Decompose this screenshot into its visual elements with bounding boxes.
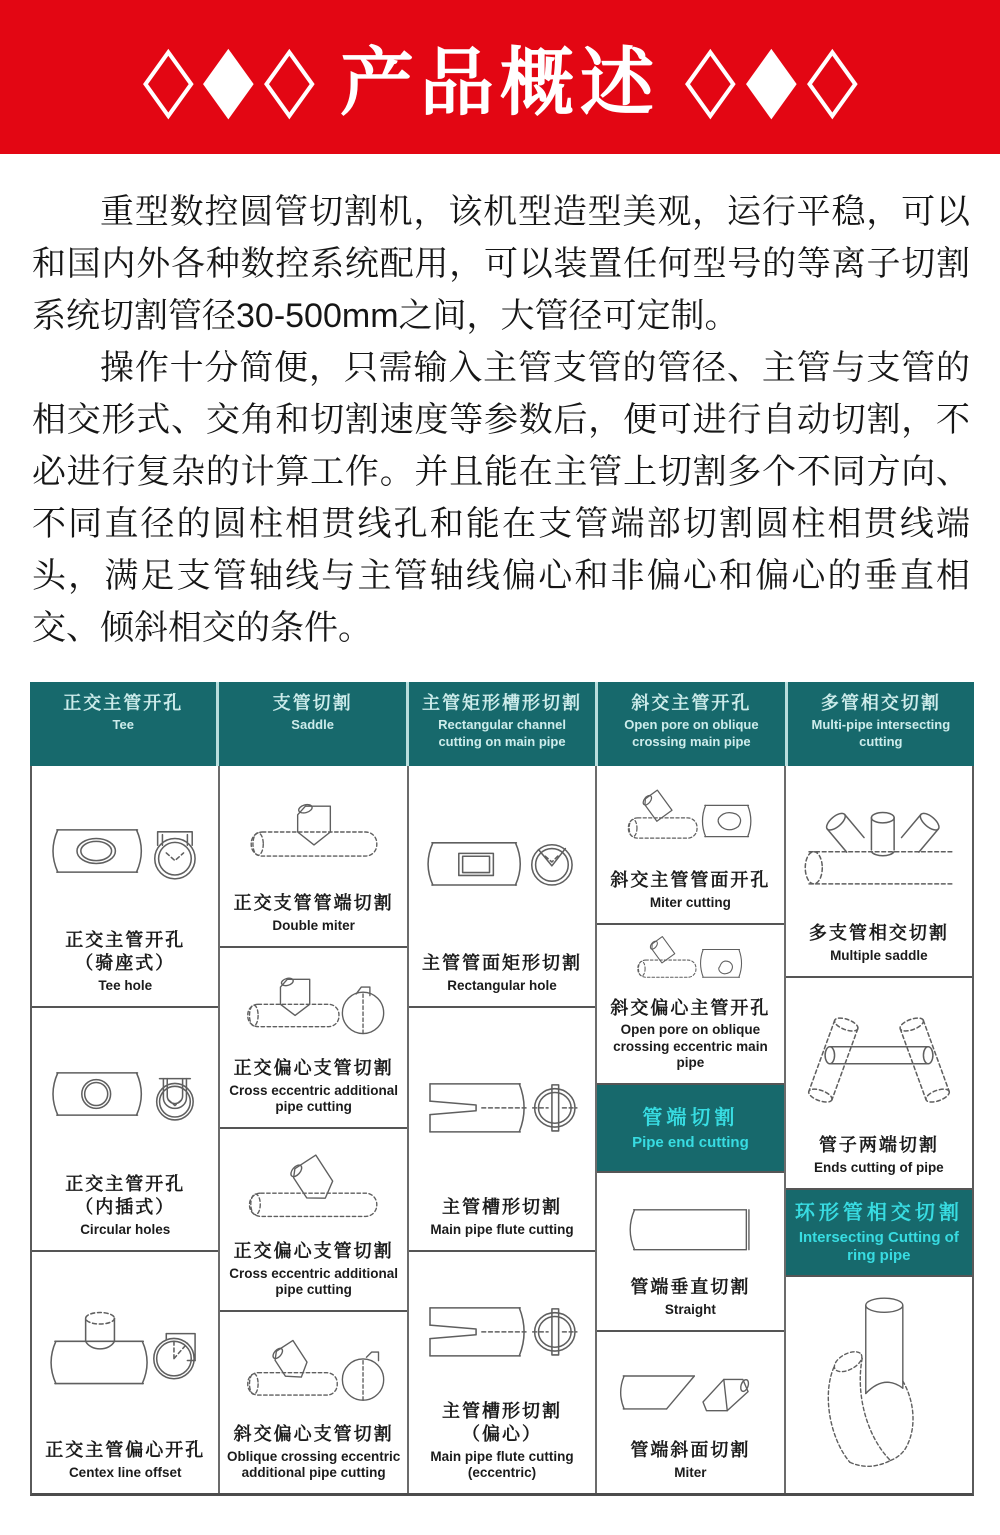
ring-intersect-diagram — [791, 1283, 967, 1481]
table-column — [218, 766, 406, 1493]
table-cell — [32, 1252, 218, 1493]
table-cell — [220, 766, 406, 948]
table-band — [597, 1085, 783, 1173]
cell-label-zh: 管子两端切割 — [818, 1135, 939, 1156]
cutting-types-table — [30, 682, 974, 1496]
page-title: 产品概述 — [340, 41, 660, 124]
header-label-en: Rectangular channel cutting on main pipe — [438, 717, 566, 750]
flute-cut-diagram — [414, 1014, 590, 1196]
table-cell — [786, 978, 972, 1190]
table-column — [407, 766, 595, 1493]
cell-label-en: Centex line offset — [68, 1464, 182, 1480]
cell-label-zh: 正交支管管端切割 — [233, 893, 394, 914]
cell-label-en: Intersecting Cutting of ring pipe — [798, 1229, 959, 1264]
tee-offset-diagram — [37, 1258, 213, 1439]
intro-paragraph: 重型数控圆管切割机，该机型造型美观，运行平稳，可以和国内外各种数控系统配用，可以装置任何型号的等离子切割系统切割管径30-500mm之间，大管径可定制。 — [32, 193, 970, 335]
tee-saddle-diagram — [37, 772, 213, 929]
cell-label-zh: 环形管相交切割 — [794, 1202, 963, 1224]
table-header-cell — [406, 682, 595, 766]
cell-label-zh: 正交偏心支管切割 — [233, 1058, 394, 1079]
header-label-zh: 正交主管开孔 — [63, 693, 184, 713]
straight-cut-diagram — [602, 1179, 778, 1276]
table-header-cell — [216, 682, 405, 766]
cell-label-en: Open pore on oblique crossing eccentric main pipe — [613, 1022, 768, 1070]
cell-label-zh: 管端切割 — [642, 1106, 739, 1129]
tee-insert-diagram — [37, 1014, 213, 1173]
table-header-cell — [785, 682, 974, 766]
diamond-outline-icon: ◇ — [684, 26, 736, 128]
oblique-branch-circle-diagram — [225, 1318, 401, 1423]
cell-label-en: Multiple saddle — [830, 947, 928, 963]
table-cell — [597, 925, 783, 1085]
header-label-en: Multi-pipe intersecting cutting — [811, 717, 951, 750]
diamond-outline-icon: ◇ — [142, 26, 194, 128]
diamond-filled-icon: ◆ — [203, 26, 255, 128]
cell-label-zh: 主管槽形切割 — [442, 1197, 563, 1218]
cell-label-zh: 主管管面矩形切割 — [422, 953, 583, 974]
table-cell — [786, 1277, 972, 1493]
header-label-zh: 支管切割 — [272, 693, 353, 713]
table-column — [784, 766, 972, 1493]
cell-label-zh: 斜交偏心主管开孔 — [610, 998, 771, 1019]
table-cell — [409, 1008, 595, 1252]
header-label-en: Tee — [112, 717, 134, 733]
header-label-zh: 多管相交切割 — [820, 693, 941, 713]
header-label-en: Saddle — [291, 717, 334, 733]
table-cell — [597, 766, 783, 925]
cell-label-zh: 斜交主管管面开孔 — [610, 870, 771, 891]
cell-label-zh: 正交主管开孔 — [65, 930, 186, 951]
cross-eccentric-circle-diagram — [225, 954, 401, 1057]
cell-label-zh2: （骑座式） — [75, 953, 176, 974]
cell-label-zh: 管端垂直切割 — [630, 1277, 751, 1298]
table-cell — [597, 1173, 783, 1332]
cell-label-zh: 管端斜面切割 — [630, 1440, 751, 1461]
cell-label-zh: 正交主管开孔 — [65, 1174, 186, 1195]
cell-label-zh2: （内插式） — [75, 1197, 176, 1218]
cell-label-en: Main pipe flute cutting — [430, 1221, 574, 1237]
cell-label-en: Miter — [674, 1464, 707, 1480]
table-cell — [32, 1008, 218, 1252]
cell-label-en: Rectangular hole — [447, 977, 557, 993]
table-header-row — [30, 682, 974, 766]
table-cell — [409, 766, 595, 1008]
diamond-outline-icon: ◇ — [264, 26, 316, 128]
header-label-en: Open pore on oblique crossing main pipe — [624, 717, 759, 750]
table-header-cell — [30, 682, 216, 766]
cell-label-en: Cross eccentric additional pipe cutting — [229, 1265, 399, 1297]
branch-end-cut-diagram — [225, 772, 401, 892]
product-overview-banner — [0, 0, 1000, 154]
cell-label-zh: 正交主管偏心开孔 — [45, 1440, 206, 1461]
table-cell — [597, 1332, 783, 1493]
cell-label-en: Ends cutting of pipe — [813, 1159, 944, 1175]
table-column — [32, 766, 218, 1493]
oblique-eccentric-hole-diagram — [602, 931, 778, 997]
table-cell — [786, 766, 972, 978]
diamond-outline-icon: ◇ — [806, 26, 858, 128]
table-cell — [220, 1129, 406, 1312]
cell-label-zh: 斜交偏心支管切割 — [233, 1424, 394, 1445]
intro-paragraph: 操作十分简便，只需输入主管支管的管径、主管与支管的相交形式、交角和切割速度等参数后，便可进行自动切割，不必进行复杂的计算工作。并且能在主管上切割多个不同方向、不同直径的圆柱相贯线孔和能在支管端部切割圆柱相贯线端头，满足支管轴线与主管轴线偏心和非偏心和偏心的垂直相交、倾斜相交的条件。 — [32, 349, 970, 647]
diamond-filled-icon: ◆ — [745, 26, 797, 128]
multi-saddle-diagram — [791, 772, 967, 922]
cell-label-zh2: （偏心） — [462, 1424, 543, 1445]
intro-section — [32, 186, 970, 654]
ends-cut-diagram — [791, 984, 967, 1134]
table-cell — [32, 766, 218, 1008]
oblique-branch-diagram — [225, 1135, 401, 1240]
cell-label-en: Double miter — [272, 917, 355, 933]
rect-hole-diagram — [414, 772, 590, 952]
cell-label-zh: 正交偏心支管切割 — [233, 1241, 394, 1262]
cell-label-en: Cross eccentric additional pipe cutting — [229, 1082, 399, 1114]
cell-label-en: Pipe end cutting — [632, 1133, 749, 1151]
header-label-zh: 斜交主管开孔 — [631, 693, 752, 713]
table-body — [30, 766, 974, 1496]
cell-label-en: Main pipe flute cutting (eccentric) — [430, 1448, 574, 1480]
oblique-hole-diagram — [602, 772, 778, 869]
table-column — [595, 766, 783, 1493]
flute-cut-diagram — [414, 1258, 590, 1400]
cell-label-zh: 多支管相交切割 — [808, 923, 949, 944]
table-header-cell — [595, 682, 784, 766]
cell-label-zh: 主管槽形切割 — [442, 1400, 563, 1421]
cell-label-en: Oblique crossing eccentric additional pipe cutting — [226, 1448, 401, 1480]
miter-cut-diagram — [602, 1338, 778, 1439]
cell-label-en: Straight — [664, 1301, 716, 1317]
table-cell — [220, 1312, 406, 1493]
table-band — [786, 1190, 972, 1277]
table-cell — [220, 948, 406, 1129]
cell-label-en: Miter cutting — [649, 894, 731, 910]
cell-label-en: Circular holes — [80, 1221, 171, 1237]
table-cell — [409, 1252, 595, 1493]
header-label-zh: 主管矩形槽形切割 — [422, 693, 583, 713]
cell-label-en: Tee hole — [98, 977, 153, 993]
